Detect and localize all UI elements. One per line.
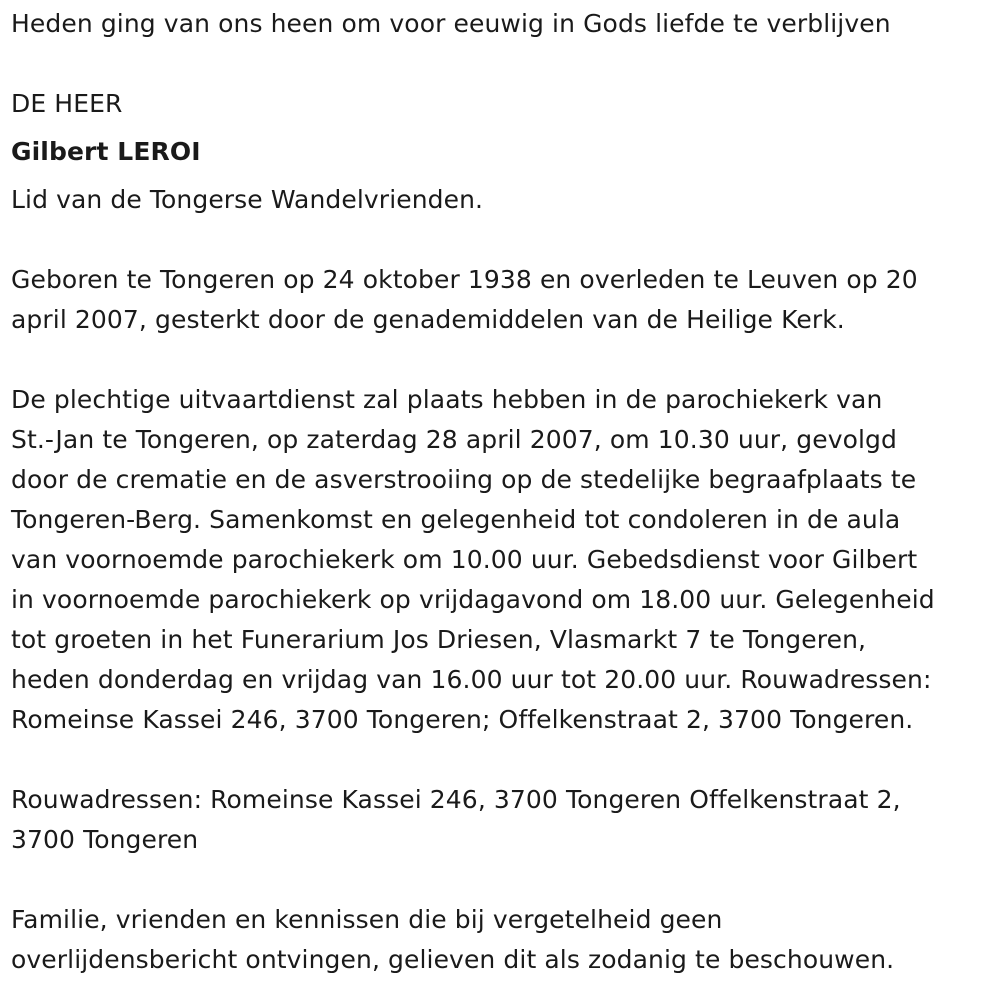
- birth-death-line: Geboren te Tongeren op 24 oktober 1938 en overleden te Leuven op 20: [11, 265, 918, 294]
- service-line: tot groeten in het Funerarium Jos Driesen, Vlasmarkt 7 te Tongeren,: [11, 625, 867, 654]
- service-line: De plechtige uitvaartdienst zal plaats hebben in de parochiekerk van: [11, 385, 883, 414]
- service-paragraph: [11, 380, 988, 740]
- deceased-name: Gilbert LEROI: [11, 137, 201, 166]
- honorific-prefix: DE HEER: [11, 89, 123, 118]
- spacer: [11, 44, 988, 84]
- service-line: Tongeren-Berg. Samenkomst en gelegenheid tot condoleren in de aula: [11, 505, 901, 534]
- closing-line: Familie, vrienden en kennissen die bij vergetelheid geen: [11, 905, 723, 934]
- service-line: door de crematie en de asverstrooiing op de stedelijke begraafplaats te: [11, 465, 917, 494]
- spacer: [11, 220, 988, 260]
- service-line: van voornoemde parochiekerk om 10.00 uur. Gebedsdienst voor Gilbert: [11, 545, 918, 574]
- service-line: in voornoemde parochiekerk op vrijdagavond om 18.00 uur. Gelegenheid: [11, 585, 935, 614]
- spacer: [11, 740, 988, 780]
- birth-death-paragraph: [11, 260, 988, 340]
- spacer: [11, 860, 988, 900]
- service-line: Romeinse Kassei 246, 3700 Tongeren; Offelkenstraat 2, 3700 Tongeren.: [11, 705, 914, 734]
- closing-line: overlijdensbericht ontvingen, gelieven dit als zodanig te beschouwen.: [11, 945, 895, 974]
- birth-death-line: april 2007, gesterkt door de genademiddelen van de Heilige Kerk.: [11, 305, 845, 334]
- closing-paragraph: [11, 900, 988, 980]
- service-line: St.-Jan te Tongeren, op zaterdag 28 april 2007, om 10.30 uur, gevolgd: [11, 425, 897, 454]
- spacer: [11, 340, 988, 380]
- intro-text: Heden ging van ons heen om voor eeuwig in Gods liefde te verblijven: [11, 9, 891, 38]
- addresses-line: 3700 Tongeren: [11, 825, 199, 854]
- addresses-line: Rouwadressen: Romeinse Kassei 246, 3700 Tongeren Offelkenstraat 2,: [11, 785, 901, 814]
- membership-text: Lid van de Tongerse Wandelvrienden.: [11, 185, 484, 214]
- addresses-paragraph: [11, 780, 988, 860]
- service-line: heden donderdag en vrijdag van 16.00 uur tot 20.00 uur. Rouwadressen:: [11, 665, 932, 694]
